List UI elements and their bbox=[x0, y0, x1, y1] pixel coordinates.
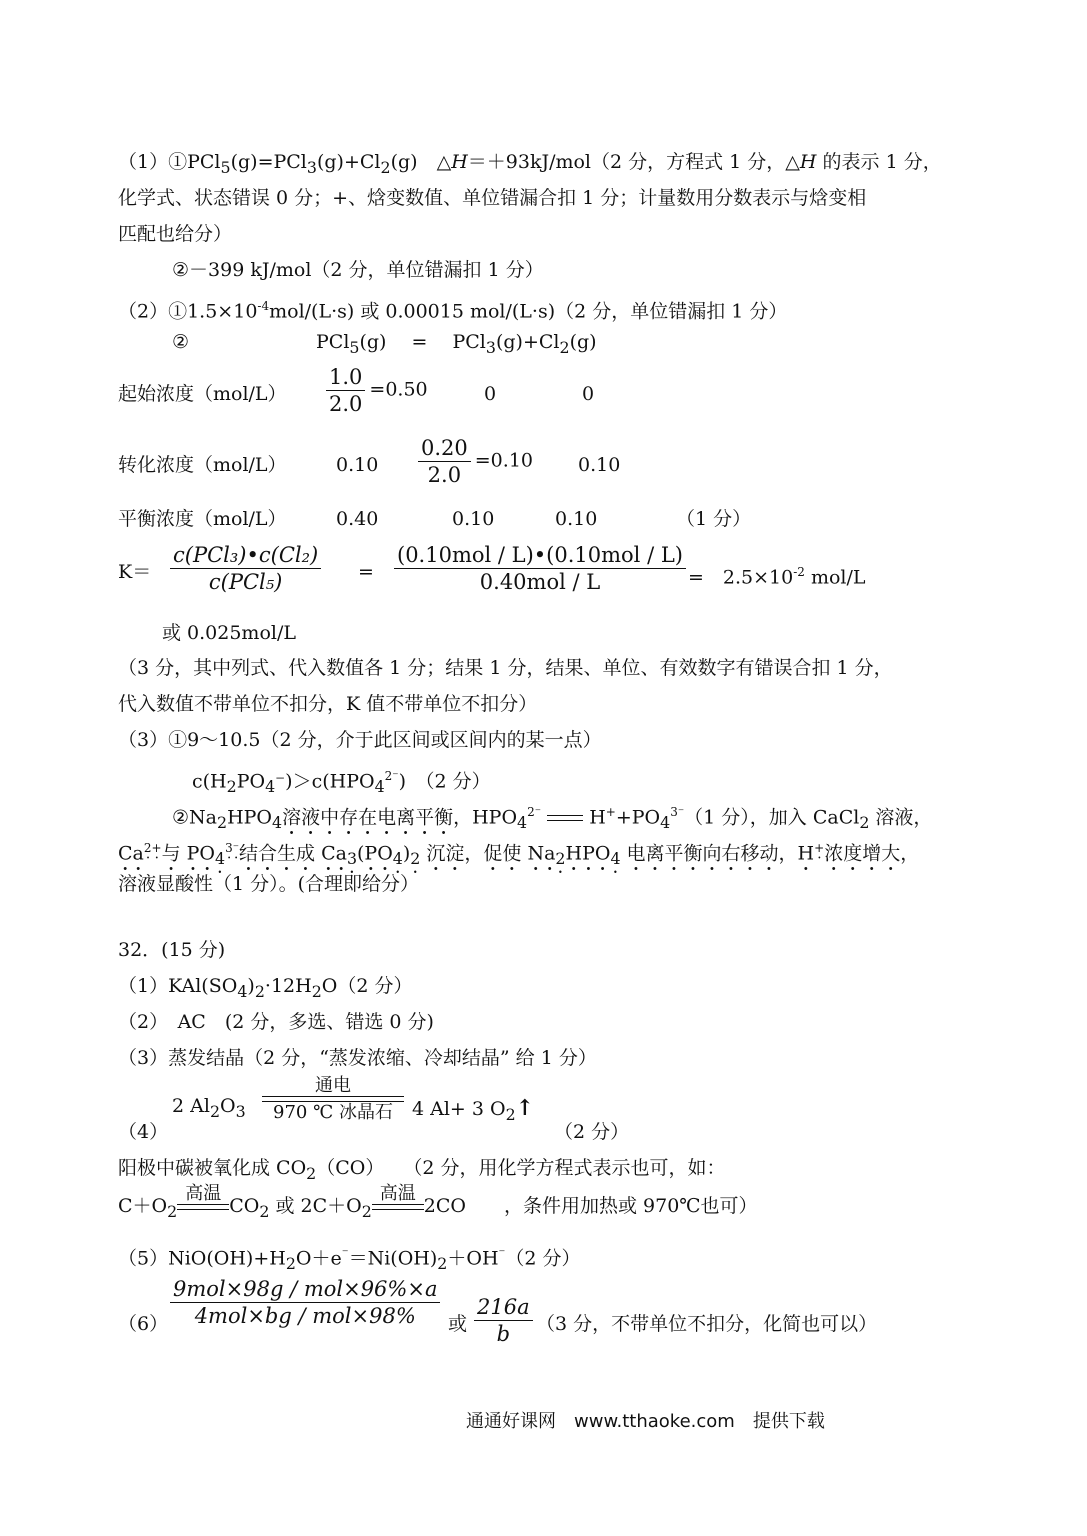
q32-l8-fraction-expanded: 9mol×98g / mol×96%×a 4mol×bg / mol×98% bbox=[170, 1276, 440, 1329]
q31-p1-line1: $(1)①PCl_5(g)=PCl_3(g)+Cl_2(g)$ △H＝＋93kJ/mol（2 分，方程式 1 分，△H 的表示 1 分， bbox=[118, 151, 942, 177]
q32-l8-or: 或 bbox=[448, 1313, 468, 1335]
q31-p2-line1: $(2)①1.5\times 10^{-4}mol/(L\cdot s)$ 或 0.00015 mol/(L·s)（2 分，单位错漏扣 1 分） bbox=[118, 299, 788, 323]
q31-p1-line2: 化学式、状态错误 0 分；+、焓变数值、单位错漏合扣 1 分；计量数用分数表示与焓变相 bbox=[118, 187, 867, 209]
row-conv-label: 转化浓度（mol/L） bbox=[118, 454, 287, 476]
q32-l4-condition: 通电 970 ℃ 冰晶石 bbox=[262, 1076, 404, 1124]
q31-p3-line1: （3）①9～10.5（2 分，介于此区间或区间内的某一点） bbox=[118, 729, 602, 751]
row-conv-fraction: $\frac{0.20}{2.0}$ =0.10 bbox=[414, 435, 533, 488]
gas-up-arrow-icon: ↑ bbox=[515, 1095, 535, 1121]
row-start-c2: 0 bbox=[484, 383, 497, 405]
q32-l2: （2） AC (2 分，多选、错选 0 分) bbox=[118, 1011, 434, 1033]
q32-l8-number: （6） bbox=[118, 1313, 169, 1335]
k-label: K＝ bbox=[118, 561, 152, 583]
q32-l1: $(1)KAl(SO_4)_2\cdot 12H_2O(2$ 分） bbox=[118, 975, 413, 1001]
q32-l4-product: 4 Al+ 3 $O_2↑$ bbox=[412, 1095, 535, 1124]
q31-p2-equation: PCl$_5$(g) = $PCl_3(g)+Cl_2(g)$ bbox=[316, 331, 597, 357]
q32-l8-fraction-simplified: $\frac{216a}{b}$ bbox=[470, 1294, 537, 1347]
q31-p3-line5: 溶液显酸性（1 分）。(合理即给分） bbox=[118, 873, 420, 895]
row-conv-c3: 0.10 bbox=[578, 454, 621, 476]
row-eq-c2: 0.10 bbox=[452, 508, 495, 530]
q32-l4-score: （2 分） bbox=[554, 1121, 630, 1143]
q32-l4-reactant: 2 $Al_2O_3$ bbox=[172, 1095, 246, 1121]
q32-l5: 阳极中碳被氧化成 $CO_2(CO)$ （2 分，用化学方程式表示也可，如： bbox=[118, 1157, 726, 1183]
k-fraction-symbolic: c(PCl₃)•c(Cl₂) c(PCl₅) bbox=[166, 542, 325, 595]
q31-p1-line4: ②－399 kJ/mol（2 分，单位错漏扣 1 分） bbox=[172, 259, 544, 281]
k-note1: （3 分，其中列式、代入数值各 1 分；结果 1 分，结果、单位、有效数字有错误合扣 1 分， bbox=[118, 657, 893, 679]
row-eq-score: （1 分） bbox=[676, 508, 752, 530]
q31-p1-line3: 匹配也给分） bbox=[118, 223, 233, 245]
q32-l4-number: （4） bbox=[118, 1121, 169, 1143]
q32-l3: （3）蒸发结晶（2 分，“蒸发浓缩、冷却结晶” 给 1 分） bbox=[118, 1047, 597, 1069]
q32-l6: $C+O_2$ 高温 $CO_2$ 或 $2C+O_2$ 高温 2CO ，条件用加热或 970℃也可） bbox=[118, 1183, 758, 1221]
q32-header: 32．(15 分) bbox=[118, 939, 226, 961]
equilibrium-arrow-icon bbox=[547, 813, 583, 823]
k-note2: 代入数值不带单位不扣分，K 值不带单位不扣分） bbox=[118, 693, 538, 715]
q31-p3-line4: $Ca^{2+}$与 $PO_4^{3^-}$结合生成 $Ca_3(PO_4)_2$ 沉淀，促使 $Na_2HPO_4$ 电离平衡向右移动，H+浓度增大， bbox=[118, 841, 920, 869]
k-fraction-numeric: (0.10mol / L)•(0.10mol / L) 0.40mol / L bbox=[390, 542, 690, 595]
q32-l8-note: （3 分，不带单位不扣分，化简也可以） bbox=[536, 1313, 878, 1335]
q31-p3-line2: $c(H_2PO_4^-)>c(HPO_4^{2^-})$ （2 分） bbox=[192, 769, 491, 797]
row-eq-label: 平衡浓度（mol/L） bbox=[118, 508, 287, 530]
q32-l7: $(5)NiO(OH)+H_2O+e^{^-}=Ni(OH)_2+OH^{^-}(2$ 分） bbox=[118, 1246, 581, 1274]
row-start-fraction: $\frac{1.0}{2.0}$ =0.50 bbox=[322, 364, 428, 417]
k-result: = $2.5\times 10^{-2}$ mol/L bbox=[688, 565, 866, 589]
k-alt: 或 0.025mol/L bbox=[162, 622, 296, 644]
q31-p2-eq-label: ② bbox=[172, 331, 190, 353]
row-start-label: 起始浓度（mol/L） bbox=[118, 383, 287, 405]
row-eq-c1: 0.40 bbox=[336, 508, 379, 530]
footer-source: 通通好课网 www.tthaoke.com 提供下载 bbox=[466, 1411, 825, 1432]
row-eq-c3: 0.10 bbox=[555, 508, 598, 530]
k-equals: = bbox=[358, 561, 374, 583]
q31-p3-line3: $②Na_2HPO_4$溶液中存在电离平衡，$HPO_4^{2^-}$ $H^++PO_4^{3^-}(1$ 分），加入 CaCl$_2$ 溶液， bbox=[172, 805, 933, 833]
row-conv-c1: 0.10 bbox=[336, 454, 379, 476]
row-start-c3: 0 bbox=[582, 383, 595, 405]
